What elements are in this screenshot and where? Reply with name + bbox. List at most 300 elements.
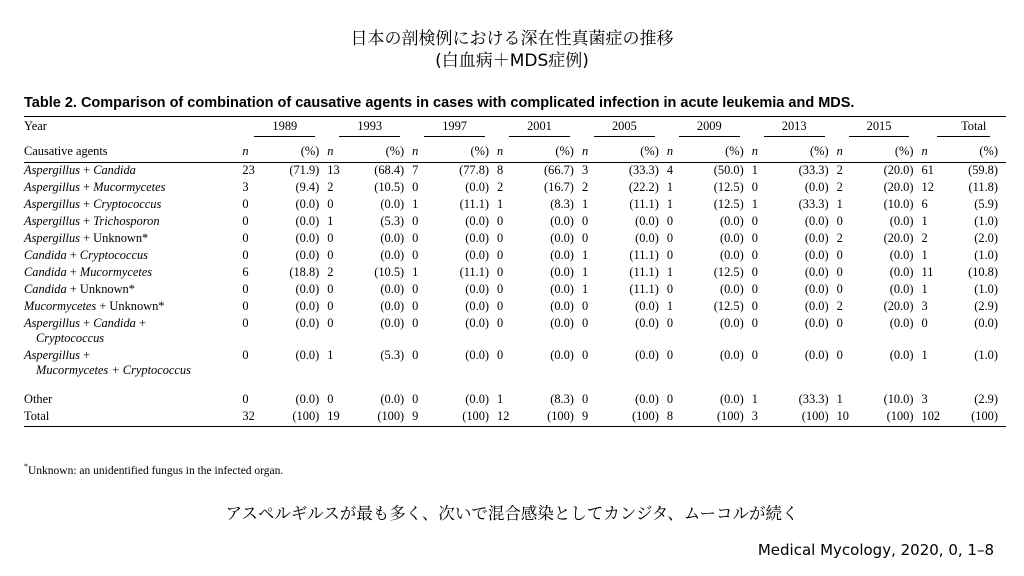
count-cell: 0 xyxy=(497,316,504,330)
agent-cell xyxy=(24,409,242,427)
agent-name-part: + Unknown* xyxy=(80,231,149,245)
count-cell: 0 xyxy=(581,214,589,228)
agent-name-part: Mucormycetes xyxy=(93,180,166,194)
percent-cell: (11.1) xyxy=(629,282,659,296)
percent-cell: (5.3) xyxy=(380,348,405,362)
agent-name-part: + xyxy=(80,316,94,330)
percent-header: (%) xyxy=(691,137,751,163)
table-row xyxy=(24,197,1006,214)
percent-cell: (0.0) xyxy=(889,348,914,362)
n-header: n xyxy=(242,137,267,163)
count-cell: 0 xyxy=(497,214,504,228)
percent-header: (%) xyxy=(861,137,921,163)
count-cell: 0 xyxy=(327,231,334,245)
percent-cell: (1.0) xyxy=(974,282,998,296)
percent-cell: (12.5) xyxy=(713,299,744,313)
count-cell: 0 xyxy=(836,214,843,228)
count-cell: 0 xyxy=(412,299,419,313)
percent-cell: (0.0) xyxy=(380,197,405,211)
slide-title: 日本の剖検例における深在性真菌症の推移 xyxy=(350,29,674,49)
percent-cell: (5.9) xyxy=(974,197,998,211)
count-cell: 0 xyxy=(666,348,674,362)
count-cell: 0 xyxy=(836,282,843,296)
count-cell: 1 xyxy=(581,197,589,211)
percent-cell: (10.0) xyxy=(883,392,914,406)
percent-cell: (0.0) xyxy=(550,231,574,245)
percent-cell: (0.0) xyxy=(550,299,574,313)
agent-cell xyxy=(24,265,242,282)
percent-cell: (10.0) xyxy=(883,197,914,211)
count-cell: 0 xyxy=(921,316,928,330)
percent-cell: (20.0) xyxy=(883,299,914,313)
percent-cell: (1.0) xyxy=(974,348,998,362)
count-cell: 9 xyxy=(412,409,419,423)
percent-cell: (0.0) xyxy=(635,348,659,362)
footnote xyxy=(24,462,283,477)
n-header: n xyxy=(922,137,947,163)
table-row xyxy=(24,380,1006,409)
agent-name-part: Aspergillus xyxy=(24,214,80,228)
percent-cell: (20.0) xyxy=(883,180,914,194)
table-row xyxy=(24,282,1006,299)
percent-cell: (12.5) xyxy=(713,180,744,194)
count-cell: 1 xyxy=(921,214,928,228)
percent-header: (%) xyxy=(607,137,667,163)
percent-cell: (22.2) xyxy=(628,180,659,194)
count-cell: 1 xyxy=(666,265,674,279)
year-header-text: 2013 xyxy=(764,119,825,137)
count-cell: 1 xyxy=(497,392,504,406)
agent-name-part: Mucormycetes xyxy=(79,265,153,279)
count-cell: 0 xyxy=(327,197,334,211)
year-header xyxy=(922,117,1007,138)
agent-name-part: Aspergillus xyxy=(24,348,80,362)
year-header xyxy=(242,117,327,138)
percent-cell: (0.0) xyxy=(295,231,320,245)
percent-cell: (100) xyxy=(971,409,998,423)
percent-cell: (68.4) xyxy=(374,163,405,177)
count-cell: 8 xyxy=(497,163,504,177)
percent-cell: (0.0) xyxy=(719,248,744,262)
count-cell: 0 xyxy=(751,299,758,313)
agent-name-continuation: Mucormycetes + Cryptococcus xyxy=(36,363,191,377)
percent-cell: (0.0) xyxy=(889,214,914,228)
n-header: n xyxy=(837,137,862,163)
percent-cell: (33.3) xyxy=(798,163,829,177)
year-header xyxy=(327,117,412,138)
count-cell: 2 xyxy=(836,180,843,194)
count-cell: 9 xyxy=(581,409,589,423)
percent-cell: (0.0) xyxy=(889,265,914,279)
count-cell: 0 xyxy=(242,197,249,211)
percent-cell: (0.0) xyxy=(465,231,490,245)
year-header xyxy=(752,117,837,138)
agent-name-part: Other xyxy=(24,392,53,406)
percent-cell: (50.0) xyxy=(713,163,744,177)
percent-cell: (12.5) xyxy=(713,265,744,279)
percent-cell: (0.0) xyxy=(635,214,659,228)
count-cell: 0 xyxy=(497,299,504,313)
percent-cell: (8.3) xyxy=(550,197,574,211)
count-cell: 0 xyxy=(412,248,419,262)
count-cell: 0 xyxy=(412,282,419,296)
count-cell: 0 xyxy=(412,180,419,194)
count-cell: 0 xyxy=(497,248,504,262)
percent-cell: (0.0) xyxy=(889,282,914,296)
count-cell: 0 xyxy=(497,231,504,245)
percent-cell: (0.0) xyxy=(380,248,405,262)
count-cell: 1 xyxy=(921,282,928,296)
percent-cell: (20.0) xyxy=(883,163,914,177)
percent-cell: (100) xyxy=(631,409,659,423)
percent-cell: (11.1) xyxy=(459,197,490,211)
count-cell: 0 xyxy=(242,214,249,228)
percent-cell: (0.0) xyxy=(804,231,829,245)
percent-cell: (0.0) xyxy=(295,282,320,296)
count-cell: 7 xyxy=(412,163,419,177)
percent-header: (%) xyxy=(776,137,836,163)
agent-cell xyxy=(24,380,242,409)
percent-cell: (0.0) xyxy=(380,282,405,296)
agent-name-part: Cryptococcus xyxy=(93,197,162,211)
n-header: n xyxy=(412,137,437,163)
table-row xyxy=(24,248,1006,265)
count-cell: 1 xyxy=(921,348,928,362)
table-caption xyxy=(24,95,854,111)
year-header-text: Total xyxy=(937,119,990,137)
percent-cell: (0.0) xyxy=(804,265,829,279)
percent-cell: (0.0) xyxy=(465,392,490,406)
table-row xyxy=(24,409,1006,427)
count-cell: 0 xyxy=(836,248,843,262)
percent-header: (%) xyxy=(437,137,497,163)
percent-cell: (0.0) xyxy=(465,180,490,194)
percent-cell: (33.3) xyxy=(798,392,829,406)
percent-cell: (0.0) xyxy=(550,265,574,279)
table-row xyxy=(24,299,1006,316)
subheader-row xyxy=(24,137,1006,163)
percent-cell: (0.0) xyxy=(719,392,744,406)
agent-name-part: Candida xyxy=(24,248,67,262)
count-cell: 1 xyxy=(666,299,674,313)
count-cell: 0 xyxy=(751,231,758,245)
percent-cell: (0.0) xyxy=(719,316,744,330)
percent-cell: (0.0) xyxy=(804,180,829,194)
footnote-mark: * xyxy=(24,462,28,471)
n-header: n xyxy=(582,137,607,163)
count-cell: 2 xyxy=(497,180,504,194)
count-cell: 0 xyxy=(836,265,843,279)
agent-name-part: + xyxy=(80,180,94,194)
percent-cell: (100) xyxy=(547,409,574,423)
count-cell: 1 xyxy=(412,197,419,211)
percent-cell: (33.3) xyxy=(628,163,659,177)
year-header xyxy=(412,117,497,138)
agent-name-part: Candida xyxy=(93,163,136,177)
count-cell: 0 xyxy=(412,214,419,228)
count-cell: 0 xyxy=(412,231,419,245)
percent-cell: (8.3) xyxy=(550,392,574,406)
table-body xyxy=(24,163,1006,427)
agent-name-part: + xyxy=(135,316,146,330)
percent-cell: (11.1) xyxy=(629,248,659,262)
percent-cell: (0.0) xyxy=(804,316,829,330)
count-cell: 3 xyxy=(751,409,758,423)
count-cell: 2 xyxy=(327,265,334,279)
percent-cell: (11.8) xyxy=(968,180,998,194)
count-cell: 0 xyxy=(497,265,504,279)
count-cell: 1 xyxy=(497,197,504,211)
percent-cell: (0.0) xyxy=(550,348,574,362)
percent-cell: (11.1) xyxy=(459,265,490,279)
percent-cell: (0.0) xyxy=(635,392,659,406)
percent-cell: (0.0) xyxy=(719,231,744,245)
percent-cell: (0.0) xyxy=(295,299,320,313)
percent-cell: (100) xyxy=(462,409,490,423)
percent-cell: (0.0) xyxy=(465,316,490,330)
percent-cell: (100) xyxy=(292,409,320,423)
count-cell: 2 xyxy=(836,163,843,177)
percent-cell: (0.0) xyxy=(804,299,829,313)
percent-cell: (0.0) xyxy=(804,348,829,362)
percent-cell: (77.8) xyxy=(459,163,490,177)
n-header: n xyxy=(752,137,777,163)
percent-cell: (0.0) xyxy=(380,299,405,313)
table-row xyxy=(24,214,1006,231)
agent-name-part: Aspergillus xyxy=(24,163,80,177)
year-header-text: 1993 xyxy=(339,119,400,137)
agent-cell xyxy=(24,197,242,214)
percent-cell: (0.0) xyxy=(295,348,320,362)
agent-cell xyxy=(24,231,242,248)
percent-cell: (0.0) xyxy=(295,214,320,228)
percent-cell: (0.0) xyxy=(719,348,744,362)
percent-cell: (0.0) xyxy=(635,316,659,330)
percent-cell: (9.4) xyxy=(295,180,320,194)
percent-header: (%) xyxy=(947,137,1006,163)
table-caption-label: Table 2. xyxy=(24,95,77,111)
agent-cell xyxy=(24,282,242,299)
percent-cell: (16.7) xyxy=(544,180,574,194)
count-cell: 1 xyxy=(327,214,334,228)
count-cell: 13 xyxy=(327,163,340,177)
year-header-text: 2015 xyxy=(849,119,910,137)
agent-name-part: + xyxy=(80,197,94,211)
count-cell: 1 xyxy=(327,348,334,362)
count-cell: 19 xyxy=(327,409,340,423)
n-header: n xyxy=(497,137,522,163)
slide-subtitle: (白血病＋MDS症例) xyxy=(435,51,589,71)
count-cell: 61 xyxy=(921,163,934,177)
source-citation: Medical Mycology, 2020, 0, 1–8 xyxy=(757,541,994,559)
count-cell: 0 xyxy=(497,348,504,362)
percent-cell: (0.0) xyxy=(295,248,320,262)
percent-cell: (18.8) xyxy=(289,265,320,279)
agent-name-part: Mucormycetes xyxy=(24,299,97,313)
percent-cell: (11.1) xyxy=(629,197,659,211)
agent-cell xyxy=(24,316,242,348)
count-cell: 11 xyxy=(921,265,934,279)
percent-cell: (0.0) xyxy=(380,316,405,330)
percent-cell: (20.0) xyxy=(883,231,914,245)
agent-name-part: + xyxy=(66,265,80,279)
count-cell: 2 xyxy=(836,231,843,245)
summary-note: アスペルギルスが最も多く、次いで混合感染としてカンジタ、ムーコルが続く xyxy=(225,504,799,523)
count-cell: 0 xyxy=(836,348,843,362)
year-header-text: 2009 xyxy=(679,119,740,137)
year-header-text: 1997 xyxy=(424,119,485,137)
table-row xyxy=(24,231,1006,248)
count-cell: 1 xyxy=(836,392,843,406)
percent-cell: (0.0) xyxy=(380,231,405,245)
agent-name-part: + Unknown* xyxy=(96,299,165,313)
n-header: n xyxy=(667,137,692,163)
percent-cell: (0.0) xyxy=(550,248,574,262)
year-header xyxy=(497,117,582,138)
count-cell: 0 xyxy=(242,316,249,330)
count-cell: 0 xyxy=(751,316,758,330)
percent-cell: (11.1) xyxy=(629,265,659,279)
count-cell: 0 xyxy=(412,348,419,362)
agent-name-part: Candida xyxy=(24,282,67,296)
count-cell: 0 xyxy=(581,299,589,313)
year-header xyxy=(667,117,752,138)
percent-cell: (0.0) xyxy=(974,316,998,330)
percent-cell: (0.0) xyxy=(380,392,405,406)
agent-name-part: Cryptococcus xyxy=(79,248,149,262)
count-cell: 0 xyxy=(666,214,674,228)
agent-name-part: + xyxy=(80,214,94,228)
count-cell: 0 xyxy=(666,248,674,262)
agent-cell xyxy=(24,248,242,265)
count-cell: 2 xyxy=(581,180,589,194)
count-cell: 12 xyxy=(497,409,510,423)
count-cell: 10 xyxy=(836,409,849,423)
percent-cell: (0.0) xyxy=(550,214,574,228)
agent-name-continuation: Cryptococcus xyxy=(36,331,105,345)
year-label: Year xyxy=(24,119,47,133)
table-row xyxy=(24,316,1006,348)
count-cell: 0 xyxy=(242,248,249,262)
count-cell: 1 xyxy=(666,180,674,194)
percent-cell: (100) xyxy=(886,409,914,423)
agent-name-part: Trichosporon xyxy=(93,214,160,228)
table-row xyxy=(24,180,1006,197)
percent-cell: (0.0) xyxy=(635,299,659,313)
count-cell: 3 xyxy=(242,180,249,194)
agent-name-part: + xyxy=(80,163,94,177)
percent-cell: (0.0) xyxy=(465,299,490,313)
percent-cell: (0.0) xyxy=(804,248,829,262)
count-cell: 0 xyxy=(327,299,334,313)
count-cell: 2 xyxy=(836,299,843,313)
percent-cell: (1.0) xyxy=(974,248,998,262)
table-row xyxy=(24,163,1006,181)
count-cell: 0 xyxy=(242,348,249,362)
agent-name-part: Aspergillus xyxy=(24,180,80,194)
percent-cell: (2.9) xyxy=(974,392,998,406)
count-cell: 1 xyxy=(581,282,589,296)
percent-cell: (0.0) xyxy=(719,282,744,296)
percent-header: (%) xyxy=(522,137,582,163)
table-row xyxy=(24,265,1006,282)
n-header: n xyxy=(327,137,352,163)
count-cell: 23 xyxy=(242,163,255,177)
count-cell: 0 xyxy=(497,282,504,296)
agent-name-part: Total xyxy=(24,409,50,423)
percent-header: (%) xyxy=(352,137,412,163)
count-cell: 0 xyxy=(581,316,589,330)
count-cell: 0 xyxy=(751,282,758,296)
count-cell: 0 xyxy=(242,282,249,296)
percent-cell: (0.0) xyxy=(635,231,659,245)
count-cell: 2 xyxy=(921,231,928,245)
agents-label: Causative agents xyxy=(24,137,242,163)
agent-cell xyxy=(24,348,242,380)
agent-name-part: Candida xyxy=(24,265,67,279)
count-cell: 8 xyxy=(666,409,674,423)
count-cell: 6 xyxy=(921,197,928,211)
year-header-row xyxy=(24,117,1006,138)
agent-name-part: Candida xyxy=(93,316,136,330)
agents-table xyxy=(24,116,1006,427)
year-header xyxy=(582,117,667,138)
count-cell: 1 xyxy=(751,163,758,177)
agent-name-part: + Unknown* xyxy=(66,282,135,296)
percent-cell: (10.5) xyxy=(374,265,405,279)
count-cell: 0 xyxy=(751,265,758,279)
count-cell: 0 xyxy=(751,248,758,262)
year-header-text: 1989 xyxy=(254,119,315,137)
count-cell: 0 xyxy=(751,348,758,362)
count-cell: 0 xyxy=(581,231,589,245)
agent-name-part: + xyxy=(66,248,80,262)
count-cell: 32 xyxy=(242,409,255,423)
year-header-text: 2001 xyxy=(509,119,570,137)
count-cell: 3 xyxy=(921,392,928,406)
count-cell: 3 xyxy=(921,299,928,313)
count-cell: 1 xyxy=(412,265,419,279)
agent-name-part: Aspergillus xyxy=(24,231,80,245)
agent-cell xyxy=(24,163,242,181)
count-cell: 0 xyxy=(666,231,674,245)
year-header xyxy=(837,117,922,138)
count-cell: 0 xyxy=(751,180,758,194)
table-row xyxy=(24,348,1006,380)
count-cell: 1 xyxy=(581,248,589,262)
count-cell: 0 xyxy=(327,248,334,262)
count-cell: 1 xyxy=(581,265,589,279)
count-cell: 12 xyxy=(921,180,934,194)
footnote-text: Unknown: an unidentified fungus in the infected organ. xyxy=(28,464,284,477)
count-cell: 0 xyxy=(412,392,419,406)
count-cell: 0 xyxy=(242,231,249,245)
percent-cell: (0.0) xyxy=(550,282,574,296)
count-cell: 0 xyxy=(581,392,589,406)
agent-cell xyxy=(24,299,242,316)
count-cell: 0 xyxy=(666,282,674,296)
agent-cell xyxy=(24,180,242,197)
count-cell: 0 xyxy=(581,348,589,362)
count-cell: 1 xyxy=(666,197,674,211)
percent-cell: (33.3) xyxy=(798,197,829,211)
percent-cell: (0.0) xyxy=(465,248,490,262)
percent-header: (%) xyxy=(267,137,327,163)
percent-cell: (59.8) xyxy=(968,163,998,177)
percent-cell: (2.9) xyxy=(974,299,998,313)
table-caption-text: Comparison of combination of causative agents in cases with complicated infection in acute leukemia and MDS. xyxy=(76,95,855,111)
count-cell: 0 xyxy=(327,316,334,330)
